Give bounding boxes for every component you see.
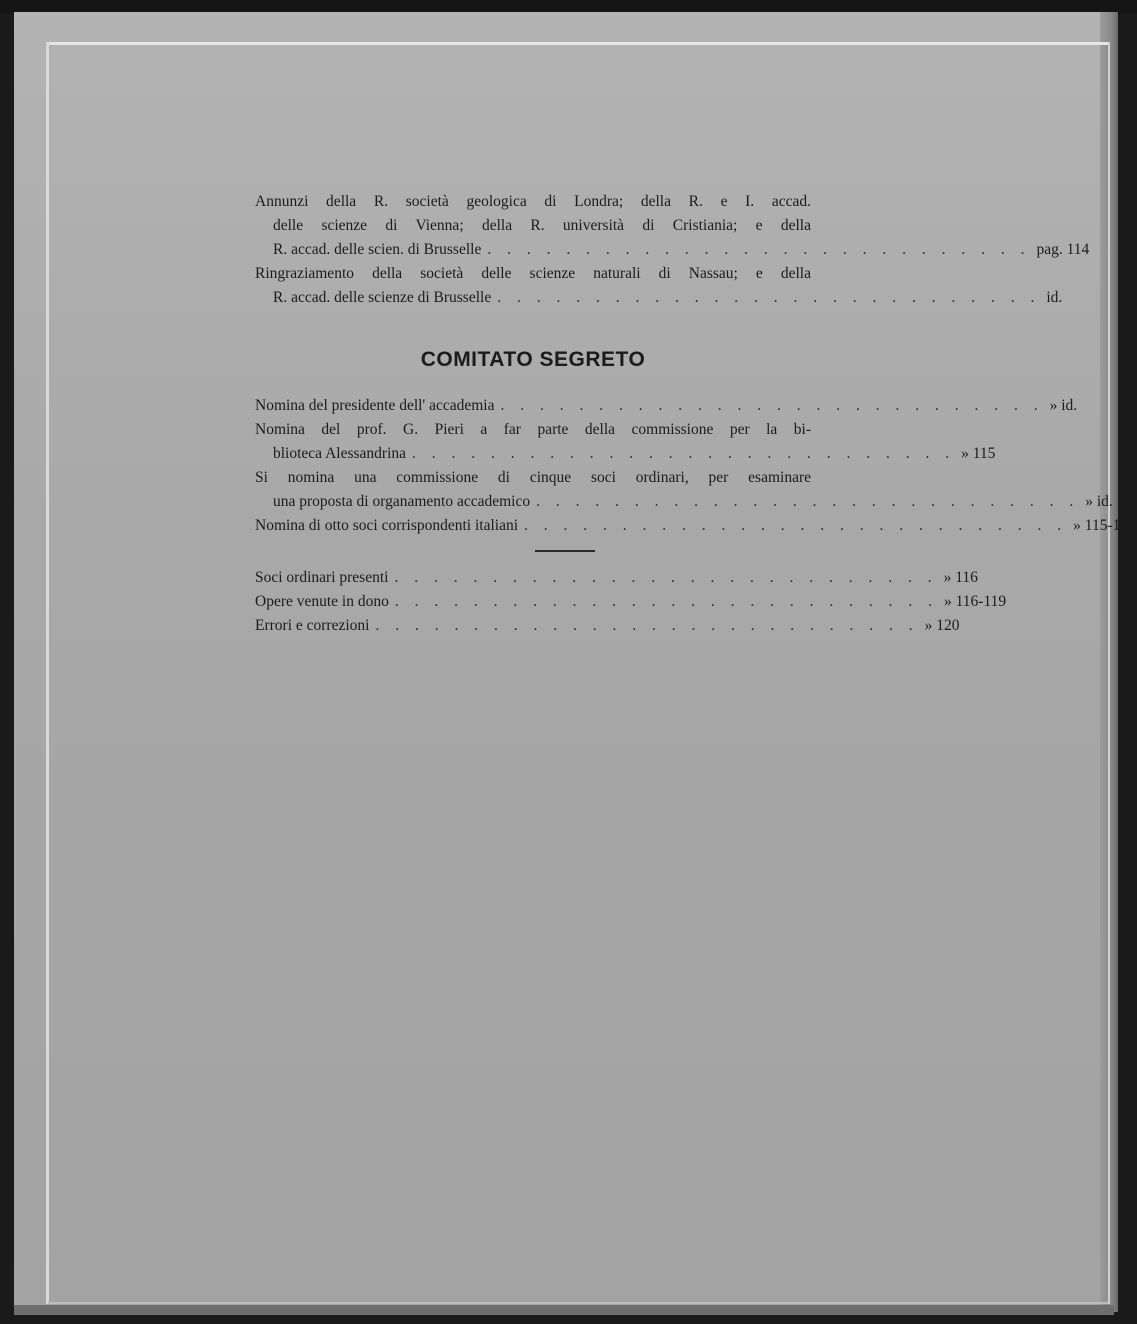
entry-leader-line [255,442,996,466]
index-entry [255,262,1063,310]
entry-leader-line [255,590,1007,614]
dot-leader: . . . . . . . . . . . . . . . . . . . . . . . . . . . . [536,493,1080,510]
dot-leader: . . . . . . . . . . . . . . . . . . . . . . . . . . . . [394,569,938,586]
dot-leader: . . . . . . . . . . . . . . . . . . . . . . . . . . . . [524,517,1068,534]
entry-line: Errori e correzioni [255,617,370,634]
index-entry [255,418,996,466]
frame-border [1108,42,1110,1304]
entry-line: Nomina di otto soci corrispondenti italiani [255,517,519,534]
index-entry [255,466,1113,514]
frame-border [48,42,1108,45]
entry-line: Ringraziamento della società delle scienze naturali di Nassau; e della [255,265,811,282]
frame-border [48,1302,1108,1304]
entry-line: Nomina del prof. G. Pieri a far parte della commissione per la bi- [255,421,811,438]
dot-leader: . . . . . . . . . . . . . . . . . . . . . . . . . . . . [487,241,1031,258]
index-content [255,190,1136,638]
page-reference: » 115-116 [1073,517,1136,534]
index-entry [255,590,1007,614]
page-reference: pag. 114 [1036,241,1090,258]
page-reference: » 116 [943,569,978,586]
dot-leader: . . . . . . . . . . . . . . . . . . . . . . . . . . . . [500,397,1044,414]
entry-line: una proposta di organamento accademico [273,493,531,510]
index-entry [255,514,1136,538]
entry-line: Soci ordinari presenti [255,569,389,586]
index-entry [255,394,1078,418]
dot-leader: . . . . . . . . . . . . . . . . . . . . . . . . . . . . [375,617,919,634]
entry-leader-line [255,490,1113,514]
index-entry [255,566,978,590]
page-shadow [14,1305,1114,1315]
section-title: COMITATO SEGRETO [420,348,646,371]
entry-line: Nomina del presidente dell' accademia [255,397,495,414]
entry-leader-line [255,238,1090,262]
entry-line: blioteca Alessandrina [273,445,406,462]
entry-line: R. accad. delle scienze di Brusselle [273,289,492,306]
page-reference: » id. [1085,493,1113,510]
entry-leader-line [255,394,1078,418]
entry-line: Si nomina una commissione di cinque soci ordinari, per esaminare [255,469,811,486]
entry-leader-line [255,514,1136,538]
entry-line: delle scienze di Vienna; della R. università di Cristiania; e della [273,217,811,234]
dot-leader: . . . . . . . . . . . . . . . . . . . . . . . . . . . . [412,445,956,462]
frame-border [46,42,49,1304]
page-reference: id. [1046,289,1063,306]
page-reference: » 115 [961,445,996,462]
page-reference: » id. [1049,397,1078,414]
page-reference: » 116-119 [944,593,1007,610]
dot-leader: . . . . . . . . . . . . . . . . . . . . . . . . . . . . [497,289,1041,306]
entry-line: Annunzi della R. società geologica di Londra; della R. e I. accad. [255,193,811,210]
section-divider [535,550,595,552]
page-reference: » 120 [924,617,960,634]
index-entry [255,614,960,638]
entry-leader-line [255,286,1063,310]
dot-leader: . . . . . . . . . . . . . . . . . . . . . . . . . . . . [394,593,938,610]
entry-leader-line [255,566,978,590]
entry-line: Opere venute in dono [255,593,389,610]
entry-line: R. accad. delle scien. di Brusselle [273,241,482,258]
index-entry [255,190,1090,262]
entry-leader-line [255,614,960,638]
